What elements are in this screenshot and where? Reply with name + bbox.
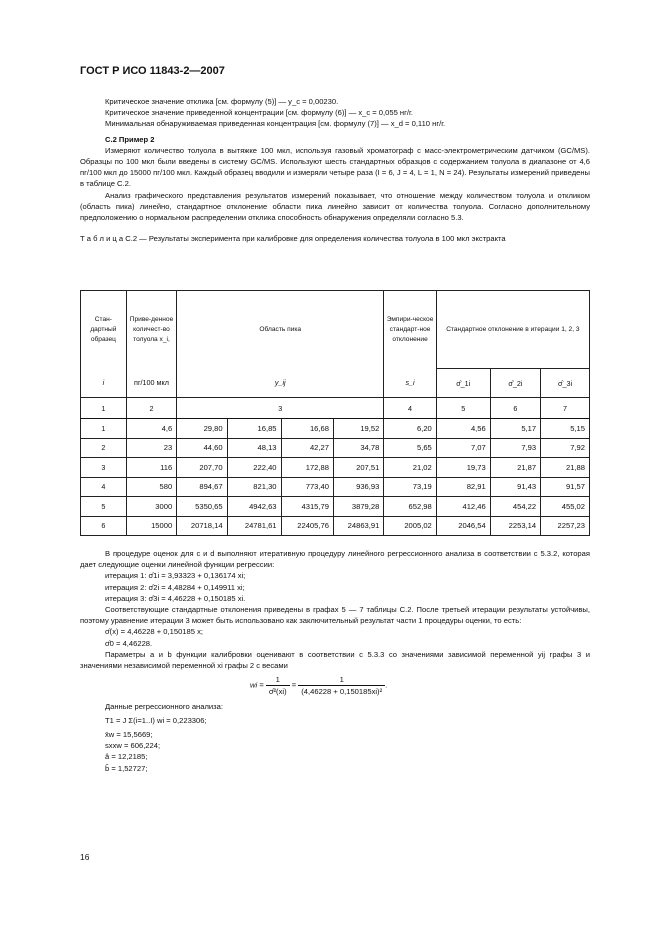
table-cell: 5 bbox=[81, 497, 127, 517]
table-cell: 22405,76 bbox=[281, 516, 333, 536]
table-cell: 34,78 bbox=[333, 438, 383, 458]
table-cell: 7,07 bbox=[436, 438, 490, 458]
table-cell: 16,68 bbox=[281, 419, 333, 439]
result-line: sxxw = 606,224; bbox=[105, 741, 161, 751]
table-cell: 5350,65 bbox=[177, 497, 227, 517]
table-cell: 29,80 bbox=[177, 419, 227, 439]
table-cell: 2 bbox=[81, 438, 127, 458]
frac-num: 1 bbox=[339, 675, 344, 685]
table-cell: 19,73 bbox=[436, 458, 490, 478]
table-cell: 6,20 bbox=[384, 419, 436, 439]
table-cell: 19,52 bbox=[333, 419, 383, 439]
table-cell: 652,98 bbox=[384, 497, 436, 517]
paragraph: Измеряют количество толуола в вытяжке 100 мкл, используя газовый хроматограф с масс-электрометрическим датчиком (GC/MS). Образцы по 100 мкл были введены в систему GC/MS. Используют шесть стандартных образцов с содержанием толуола в диапазоне от 4,6 пг/100 мкл до 15000 пг/100 мкл. Каждый образец вводили и измеряли четыре раза (I = 6, J = 4, L = 1, N = 24). Результаты измерений приведены в таблице С.2. bbox=[80, 145, 590, 189]
result-line: b̂ = 1,52727; bbox=[105, 763, 148, 773]
table-cell: 23 bbox=[126, 438, 176, 458]
unit-cell: σ̂_2i bbox=[490, 369, 540, 398]
table-cell: 207,51 bbox=[333, 458, 383, 478]
intro-line: Критическое значение приведенной концентрации [см. формулу (6)] — x_c = 0,055 нг/г. bbox=[105, 108, 413, 118]
table-cell: 4,56 bbox=[436, 419, 490, 439]
col-number: 5 bbox=[436, 398, 490, 419]
col-number: 1 bbox=[81, 398, 127, 419]
table-cell: 2253,14 bbox=[490, 516, 540, 536]
table-cell: 2005,02 bbox=[384, 516, 436, 536]
header-empirical-sd: Эмпири-ческое стандарт-ное отклонение bbox=[384, 291, 436, 369]
intro-line: Критическое значение отклика [см. формулу (5)] — y_c = 0,00230. bbox=[105, 97, 339, 106]
table-cell: 82,91 bbox=[436, 477, 490, 497]
table-row bbox=[81, 458, 590, 478]
table-cell: 3879,28 bbox=[333, 497, 383, 517]
table-cell: 894,67 bbox=[177, 477, 227, 497]
table-cell: 1 bbox=[81, 419, 127, 439]
results-table bbox=[80, 290, 590, 536]
table-cell: 936,93 bbox=[333, 477, 383, 497]
analysis-block bbox=[80, 548, 590, 774]
table-cell: 7,92 bbox=[541, 438, 590, 458]
table-cell: 5,17 bbox=[490, 419, 540, 439]
table-cell: 4,6 bbox=[126, 419, 176, 439]
final-eq: σ̂0 = 4,46228. bbox=[105, 638, 153, 648]
table-cell: 116 bbox=[126, 458, 176, 478]
page-number: 16 bbox=[80, 852, 90, 862]
section-title: С.2 Пример 2 bbox=[105, 134, 155, 144]
header-standard-sample: Стан-дартный образец bbox=[81, 291, 127, 369]
unit-cell: σ̂_1i bbox=[436, 369, 490, 398]
unit-cell: σ̂_3i bbox=[541, 369, 590, 398]
final-eq: σ̂(x) = 4,46228 + 0,150185 x; bbox=[105, 627, 203, 637]
table-cell: 91,43 bbox=[490, 477, 540, 497]
table-caption: Т а б л и ц а С.2 — Результаты эксперимента при калибровке для определения количества толуола в 100 мкл экстракта bbox=[80, 234, 506, 244]
col-number: 6 bbox=[490, 398, 540, 419]
table-cell: 6 bbox=[81, 516, 127, 536]
table-cell: 4942,63 bbox=[227, 497, 281, 517]
unit-cell: s_i bbox=[384, 369, 436, 398]
table-cell: 172,88 bbox=[281, 458, 333, 478]
table-cell: 207,70 bbox=[177, 458, 227, 478]
table-cell: 73,19 bbox=[384, 477, 436, 497]
table-cell: 24781,61 bbox=[227, 516, 281, 536]
table-cell: 2257,23 bbox=[541, 516, 590, 536]
table-cell: 15000 bbox=[126, 516, 176, 536]
weights-formula: wi = $\frac{1}{\text{σ̂²(xi)}}$ = $\frac{1}{\text{(4,46228 + 0,150185xi)²}}$ . bbox=[250, 675, 388, 697]
table-cell: 21,88 bbox=[541, 458, 590, 478]
intro-line: Минимальная обнаруживаемая приведенная концентрация [см. формулу (7)] — x_d = 0,110 нг/г. bbox=[105, 119, 446, 129]
table-row bbox=[81, 438, 590, 458]
table-cell: 222,40 bbox=[227, 458, 281, 478]
table-cell: 455,02 bbox=[541, 497, 590, 517]
iteration-eq: итерация 3: σ̂3i = 4,46228 + 0,150185 xi. bbox=[105, 593, 246, 603]
intro-block bbox=[80, 96, 590, 244]
table-row bbox=[81, 516, 590, 536]
paragraph: Анализ графического представления результатов измерений показывает, что отношение между количеством толуола и откликом (область пика) линейно, стандартное отклонение области пика линейно зависит от количества толуола. Согласно дополнительному предположению о нормальном распределении отклика способность обнаружения определяли согласно 5.3. bbox=[80, 190, 590, 223]
header-iteration-sd: Стандартное отклонение в итерации 1, 2, 3 bbox=[436, 291, 589, 369]
table-cell: 16,85 bbox=[227, 419, 281, 439]
paragraph: В процедуре оценок для c и d выполняют итеративную процедуру линейного регрессионного анализа в соответствии с 5.3.2, которая дает следующие оценки линейной функции регрессии: bbox=[80, 549, 590, 570]
table-cell: 5,65 bbox=[384, 438, 436, 458]
frac-num: 1 bbox=[275, 675, 280, 685]
iteration-eq: итерация 1: σ̂1i = 3,93323 + 0,136174 xi; bbox=[105, 571, 246, 581]
result-line: T1 = J Σ(i=1..I) wi = 0,223306; bbox=[105, 715, 207, 725]
document-header: ГОСТ Р ИСО 11843-2—2007 bbox=[80, 65, 225, 77]
table-cell: 48,13 bbox=[227, 438, 281, 458]
table-cell: 2046,54 bbox=[436, 516, 490, 536]
table-cell: 21,87 bbox=[490, 458, 540, 478]
table-cell: 4 bbox=[81, 477, 127, 497]
col-number: 3 bbox=[177, 398, 384, 419]
col-number: 4 bbox=[384, 398, 436, 419]
table-cell: 42,27 bbox=[281, 438, 333, 458]
table-cell: 24863,91 bbox=[333, 516, 383, 536]
table-cell: 454,22 bbox=[490, 497, 540, 517]
table-cell: 21,02 bbox=[384, 458, 436, 478]
paragraph: Параметры a и b функции калибровки оценивают в соответствии с 5.3.3 со значениями зависимой переменной yij графы 3 и значениями независимой переменной xi графы 2 с весами bbox=[80, 649, 590, 671]
header-peak-area: Область пика bbox=[177, 291, 384, 369]
col-number: 7 bbox=[541, 398, 590, 419]
table-cell: 7,93 bbox=[490, 438, 540, 458]
table-row bbox=[81, 497, 590, 517]
table-cell: 5,15 bbox=[541, 419, 590, 439]
frac-den: σ̂²(xi) bbox=[266, 685, 290, 697]
table-cell: 821,30 bbox=[227, 477, 281, 497]
table-cell: 773,40 bbox=[281, 477, 333, 497]
frac-den: (4,46228 + 0,150185xi)² bbox=[298, 685, 385, 697]
table-cell: 44,60 bbox=[177, 438, 227, 458]
unit-cell: пг/100 мкл bbox=[126, 369, 176, 398]
iteration-eq: итерация 2: σ̂2i = 4,48284 + 0,149911 xi; bbox=[105, 582, 245, 592]
table-cell: 20718,14 bbox=[177, 516, 227, 536]
unit-cell: y_ij bbox=[177, 369, 384, 398]
weights-lhs: wi = bbox=[250, 680, 264, 690]
header-amount: Приве-денное количест-во толуола x_i, bbox=[126, 291, 176, 369]
table-cell: 3 bbox=[81, 458, 127, 478]
table-cell: 91,57 bbox=[541, 477, 590, 497]
result-line: â = 12,2185; bbox=[105, 752, 148, 762]
unit-cell: i bbox=[81, 369, 127, 398]
table-cell: 3000 bbox=[126, 497, 176, 517]
table-cell: 580 bbox=[126, 477, 176, 497]
col-number: 2 bbox=[126, 398, 176, 419]
table-cell: 4315,79 bbox=[281, 497, 333, 517]
data-label: Данные регрессионного анализа: bbox=[105, 701, 223, 711]
result-line: x̄w = 15,5669; bbox=[105, 730, 153, 740]
table-cell: 412,46 bbox=[436, 497, 490, 517]
table-row bbox=[81, 477, 590, 497]
paragraph: Соответствующие стандартные отклонения приведены в графах 5 — 7 таблицы С.2. После третьей итерации результаты устойчивы, поэтому уравнение итерации 3 может быть использовано как заключительный результат части 1 процедуры оценки, то есть: bbox=[80, 605, 590, 626]
table-row bbox=[81, 419, 590, 439]
